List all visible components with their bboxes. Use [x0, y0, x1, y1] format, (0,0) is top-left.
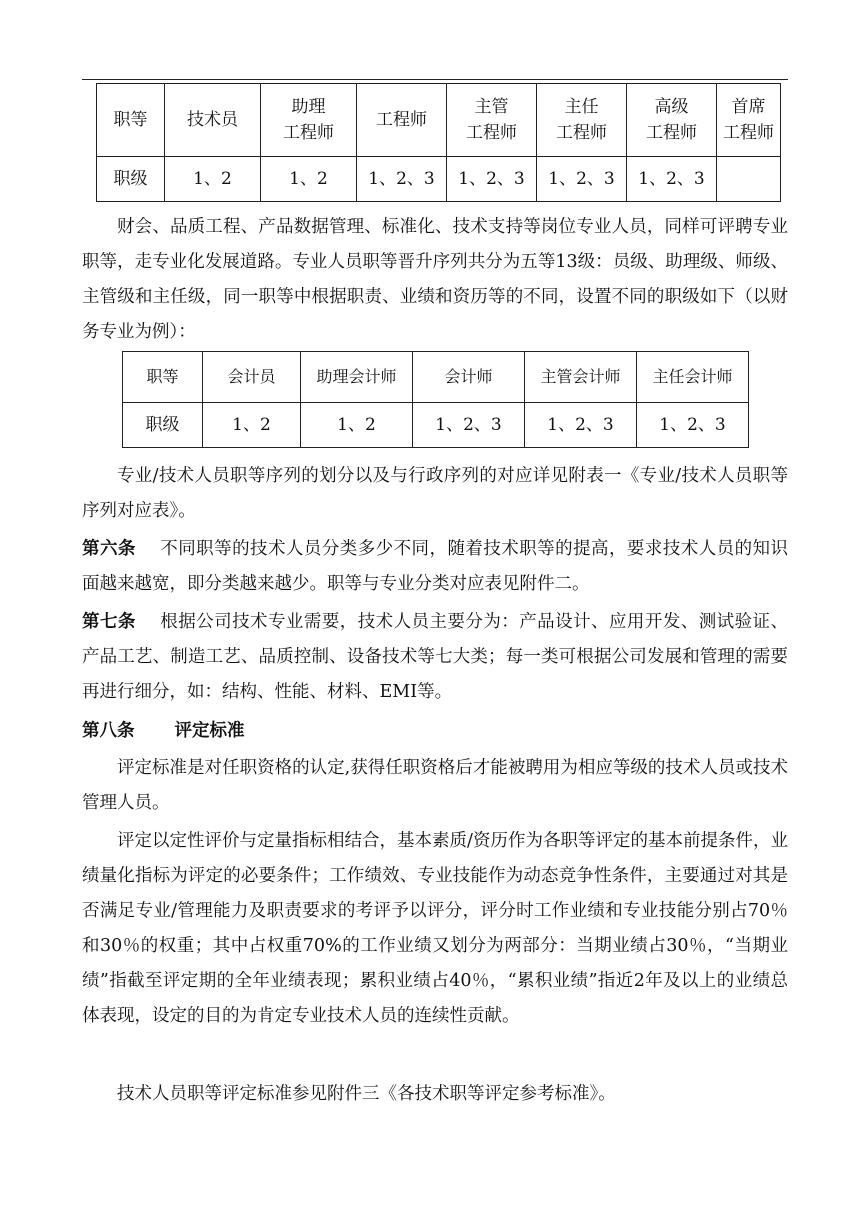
table-cell: 职级 — [97, 157, 165, 202]
table-cell: 1、2 — [203, 403, 301, 448]
table-header-row — [97, 84, 781, 157]
paragraph-criteria-definition: 评定标准是对任职资格的认定,获得任职资格后才能被聘用为相应等级的技术人员或技术管理人员。 — [82, 758, 788, 813]
table-cell: 1、2、3 — [627, 157, 717, 202]
table-cell: 职级 — [123, 403, 203, 448]
table-cell: 主管 工程师 — [447, 84, 537, 157]
table-header-row — [123, 352, 749, 403]
table-row — [97, 157, 781, 202]
engineer-grade-table — [96, 83, 781, 202]
table-cell: 技术员 — [165, 84, 261, 157]
table-cell: 工程师 — [357, 84, 447, 157]
table-cell: 首席 工程师 — [717, 84, 781, 157]
table-cell: 会计员 — [203, 352, 301, 403]
table-cell: 1、2、3 — [637, 403, 749, 448]
table-cell: 会计师 — [413, 352, 525, 403]
table-cell: 主管会计师 — [525, 352, 637, 403]
paragraph-professional-ranks: 财会、品质工程、产品数据管理、标准化、技术支持等岗位专业人员，同样可评聘专业职等，走专业化发展道路。专业人员职等晋升序列共分为五等13级：员级、助理级、师级、主管级和主任级，同一职等中根据职责、业绩和资历等的不同，设置不同的职级如下（以财务专业为例）： — [82, 217, 788, 342]
paragraph-sequence-mapping: 专业/技术人员职等序列的划分以及与行政序列的对应详见附表一《专业/技术人员职等序列对应表》。 — [82, 466, 788, 521]
article-title: 评定标准 — [174, 721, 245, 741]
article-8-heading — [82, 714, 788, 749]
article-text: 根据公司技术专业需要，技术人员主要分为：产品设计、应用开发、测试验证、产品工艺、制造工艺、品质控制、设备技术等七大类；每一类可根据公司发展和管理的需要再进行细分，如：结构、性能、材料、EMI等。 — [82, 612, 788, 702]
header-rule — [82, 79, 788, 80]
table-cell: 助理 工程师 — [261, 84, 357, 157]
table-cell: 1、2、3 — [357, 157, 447, 202]
table-cell: 助理会计师 — [301, 352, 413, 403]
table-cell: 1、2、3 — [537, 157, 627, 202]
table-cell: 1、2、3 — [413, 403, 525, 448]
table-cell: 1、2、3 — [447, 157, 537, 202]
table-cell: 主任会计师 — [637, 352, 749, 403]
article-7 — [82, 605, 788, 710]
table-cell: 职等 — [97, 84, 165, 157]
article-label: 第七条 — [82, 612, 136, 632]
table-cell: 职等 — [123, 352, 203, 403]
table-cell: 1、2 — [165, 157, 261, 202]
table-cell: 1、2 — [261, 157, 357, 202]
article-label: 第八条 — [82, 721, 135, 741]
article-6 — [82, 532, 788, 602]
table-cell: 1、2、3 — [525, 403, 637, 448]
finance-grade-table — [122, 351, 749, 448]
article-label: 第六条 — [82, 539, 136, 559]
table-cell: 1、2 — [301, 403, 413, 448]
article-text: 不同职等的技术人员分类多少不同，随着技术职等的提高，要求技术人员的知识面越来越宽，即分类越来越少。职等与专业分类对应表见附件二。 — [82, 539, 788, 594]
paragraph-reference-appendix: 技术人员职等评定标准参见附件三《各技术职等评定参考标准》。 — [117, 1084, 616, 1104]
table-cell: 高级 工程师 — [627, 84, 717, 157]
paragraph-evaluation-method: 评定以定性评价与定量指标相结合，基本素质/资历作为各职等评定的基本前提条件，业绩量化指标为评定的必要条件；工作绩效、专业技能作为动态竞争性条件，主要通过对其是否满足专业/管理能力及职责要求的考评予以评分，评分时工作业绩和专业技能分别占70％和30％的权重；其中占权重70%的工作业绩又划分为两部分：当期业绩占30％，“当期业绩”指截至评定期的全年业绩表现；累积业绩占40％，“累积业绩”指近2年及以上的业绩总体表现，设定的目的为肯定专业技术人员的连续性贡献。 — [82, 831, 788, 1026]
table-cell: 主任 工程师 — [537, 84, 627, 157]
table-cell — [717, 157, 781, 202]
table-row — [123, 403, 749, 448]
